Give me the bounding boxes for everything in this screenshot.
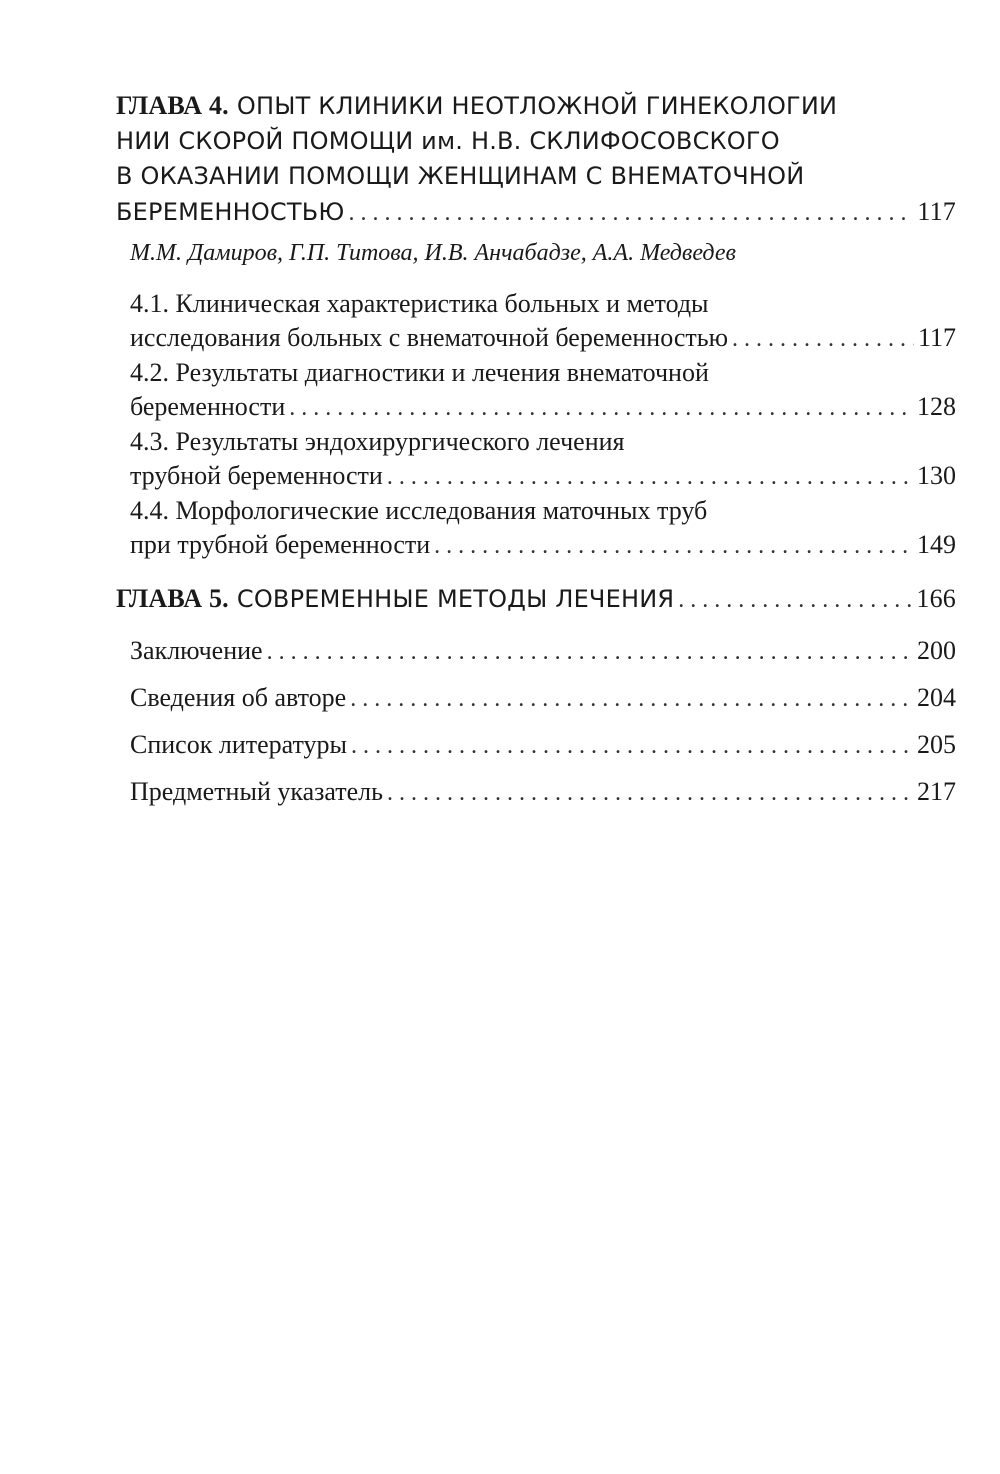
chapter-4-title-line-2 (116, 124, 956, 159)
section-line (130, 494, 956, 528)
entry-page-number: 217 (917, 777, 956, 806)
entry-title: Список литературы (130, 730, 347, 759)
toc-entry-about-author[interactable] (130, 675, 956, 722)
section-page-number: 128 (917, 392, 956, 421)
chapter-4-title-line-4 (116, 194, 956, 231)
section-line (130, 528, 956, 563)
entry-title: Сведения об авторе (130, 683, 347, 712)
section-title: трубной беременности (130, 461, 383, 490)
table-of-contents (116, 88, 956, 816)
section-line (130, 390, 956, 425)
toc-chapter-4[interactable] (116, 88, 956, 231)
section-page-number: 130 (917, 461, 956, 490)
toc-entry-conclusion[interactable] (130, 628, 956, 675)
section-title: исследования больных с внематочной беременностью (130, 323, 729, 352)
dot-leader (434, 529, 913, 563)
dot-leader (349, 196, 914, 231)
section-page-number: 117 (917, 323, 956, 352)
toc-chapter-5[interactable] (116, 581, 956, 618)
toc-section-4-3[interactable] (130, 425, 956, 494)
entry-page-number: 204 (917, 683, 956, 712)
back-matter (116, 628, 956, 816)
section-title: 4.4. Морфологические исследования маточных труб (130, 496, 708, 525)
entry-title: Предметный указатель (130, 777, 384, 806)
chapter-4-title-line-1 (116, 88, 956, 124)
entry-page-number: 200 (917, 636, 956, 665)
chapter-4-title-part: НИИ СКОРОЙ ПОМОЩИ им. Н.В. СКЛИФОСОВСКОГО (116, 127, 780, 155)
chapter-4-page-number: 117 (917, 197, 956, 226)
chapter-5-label: ГЛАВА 5. (116, 584, 229, 613)
dot-leader (387, 460, 913, 494)
chapter-4-title-line-3 (116, 159, 956, 194)
toc-entry-subject-index[interactable] (130, 769, 956, 816)
dot-leader (351, 724, 913, 769)
section-page-number: 149 (917, 530, 956, 559)
toc-entry-references[interactable] (130, 722, 956, 769)
section-title: при трубной беременности (130, 530, 431, 559)
dot-leader (267, 630, 913, 675)
section-line (130, 459, 956, 494)
dot-leader (289, 391, 913, 425)
dot-leader (732, 322, 914, 356)
chapter-4-title-part: ОПЫТ КЛИНИКИ НЕОТЛОЖНОЙ ГИНЕКОЛОГИИ (236, 92, 838, 120)
section-line (130, 321, 956, 356)
section-line (130, 356, 956, 390)
chapter-4-authors: М.М. Дамиров, Г.П. Титова, И.В. Анчабадзе, А.А. Медведев (130, 240, 736, 266)
chapter-4-sections (116, 287, 956, 563)
section-title: 4.3. Результаты эндохирургического лечения (130, 427, 625, 456)
chapter-4-title-part: БЕРЕМЕННОСТЬЮ (116, 198, 345, 226)
section-title: 4.1. Клиническая характеристика больных и методы (130, 289, 709, 318)
chapter-5-page-number: 166 (916, 584, 956, 613)
chapter-5-title: СОВРЕМЕННЫЕ МЕТОДЫ ЛЕЧЕНИЯ (236, 585, 675, 613)
section-title: 4.2. Результаты диагностики и лечения внематочной (130, 358, 709, 387)
entry-title: Заключение (130, 636, 263, 665)
entry-page-number: 205 (917, 730, 956, 759)
toc-section-4-4[interactable] (130, 494, 956, 563)
section-line (130, 287, 956, 321)
section-line (130, 425, 956, 459)
dot-leader (387, 771, 913, 816)
chapter-4-label: ГЛАВА 4. (116, 91, 229, 120)
toc-section-4-1[interactable] (130, 287, 956, 356)
chapter-5-title-line (116, 581, 956, 618)
dot-leader (350, 677, 913, 722)
section-title: беременности (130, 392, 286, 421)
dot-leader (678, 583, 912, 618)
chapter-4-title-part: В ОКАЗАНИИ ПОМОЩИ ЖЕНЩИНАМ С ВНЕМАТОЧНОЙ (116, 162, 805, 190)
toc-section-4-2[interactable] (130, 356, 956, 425)
